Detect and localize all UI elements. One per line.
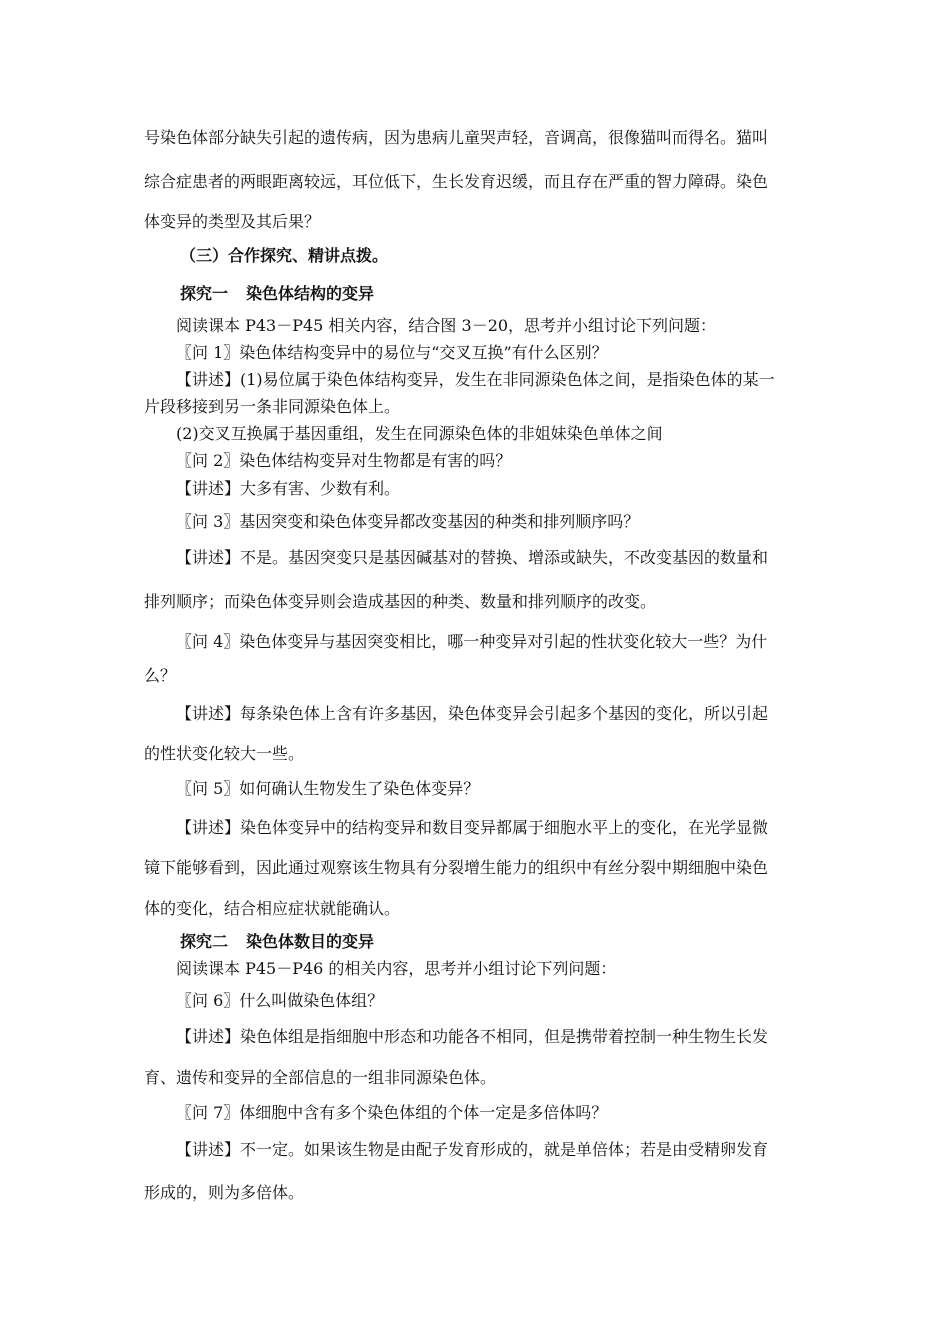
answer-line: 体的变化，结合相应症状就能确认。 [144,899,401,918]
answer-line: 【讲述】不是。基因突变只是基因碱基对的替换、增添或缺失，不改变基因的数量和 [176,548,769,567]
answer-line: 【讲述】不一定。如果该生物是由配子发育形成的，就是单倍体；若是由受精卵发育 [176,1140,769,1159]
answer-line: 排列顺序；而染色体变异则会造成基因的种类、数量和排列顺序的改变。 [144,592,657,611]
question-line: 〖问 3〗基因突变和染色体变异都改变基因的种类和排列顺序吗？ [176,512,640,531]
subsection-number: 探究二 [180,932,229,951]
question-line: 〖问 7〗体细胞中含有多个染色体组的个体一定是多倍体吗？ [176,1103,608,1122]
answer-line: 的性状变化较大一些。 [144,744,305,763]
answer-line: 育、遗传和变异的全部信息的一组非同源染色体。 [144,1068,497,1087]
paragraph-line: 阅读课本 P43－P45 相关内容，结合图 3－20，思考并小组讨论下列问题： [176,316,717,335]
answer-line: 【讲述】染色体变异中的结构变异和数目变异都属于细胞水平上的变化，在光学显微 [176,818,769,837]
subsection-heading [180,932,848,952]
section-heading: （三）合作探究、精讲点拨。 [180,246,389,265]
subsection-number: 探究一 [180,284,229,303]
subsection-heading [180,284,848,304]
answer-line: 【讲述】每条染色体上含有许多基因，染色体变异会引起多个基因的变化，所以引起 [176,704,769,723]
answer-line: 片段移接到另一条非同源染色体上。 [144,397,401,416]
paragraph-line: 阅读课本 P45－P46 的相关内容，思考并小组讨论下列问题： [176,959,617,978]
question-line: 〖问 6〗什么叫做染色体组？ [176,991,384,1010]
question-line: 〖问 2〗染色体结构变异对生物都是有害的吗？ [176,451,512,470]
answer-line: 镜下能够看到，因此通过观察该生物具有分裂增生能力的组织中有丝分裂中期细胞中染色 [144,858,769,877]
question-line: 〖问 1〗染色体结构变异中的易位与“交叉互换”有什么区别？ [176,343,608,362]
answer-line: 【讲述】染色体组是指细胞中形态和功能各不相同，但是携带着控制一种生物生长发 [176,1027,769,1046]
paragraph-line: 体变异的类型及其后果？ [144,212,321,231]
answer-line: 【讲述】大多有害、少数有利。 [176,479,401,498]
question-line: 么？ [144,666,177,685]
answer-line: (2)交叉互换属于基因重组，发生在同源染色体的非姐妹染色单体之间 [176,424,663,443]
answer-line: 形成的，则为多倍体。 [144,1183,305,1202]
question-line: 〖问 4〗染色体变异与基因突变相比，哪一种变异对引起的性状变化较大一些？为什 [176,632,768,651]
subsection-title: 染色体数目的变异 [246,932,375,951]
paragraph-line: 号染色体部分缺失引起的遗传病，因为患病儿童哭声轻，音调高，很像猫叫而得名。猫叫 [144,128,769,147]
answer-line: 【讲述】(1)易位属于染色体结构变异，发生在非同源染色体之间，是指染色体的某一 [176,370,775,389]
question-line: 〖问 5〗如何确认生物发生了染色体变异？ [176,779,480,798]
subsection-title: 染色体结构的变异 [246,284,375,303]
paragraph-line: 综合症患者的两眼距离较远，耳位低下，生长发育迟缓，而且存在严重的智力障碍。染色 [144,172,769,191]
